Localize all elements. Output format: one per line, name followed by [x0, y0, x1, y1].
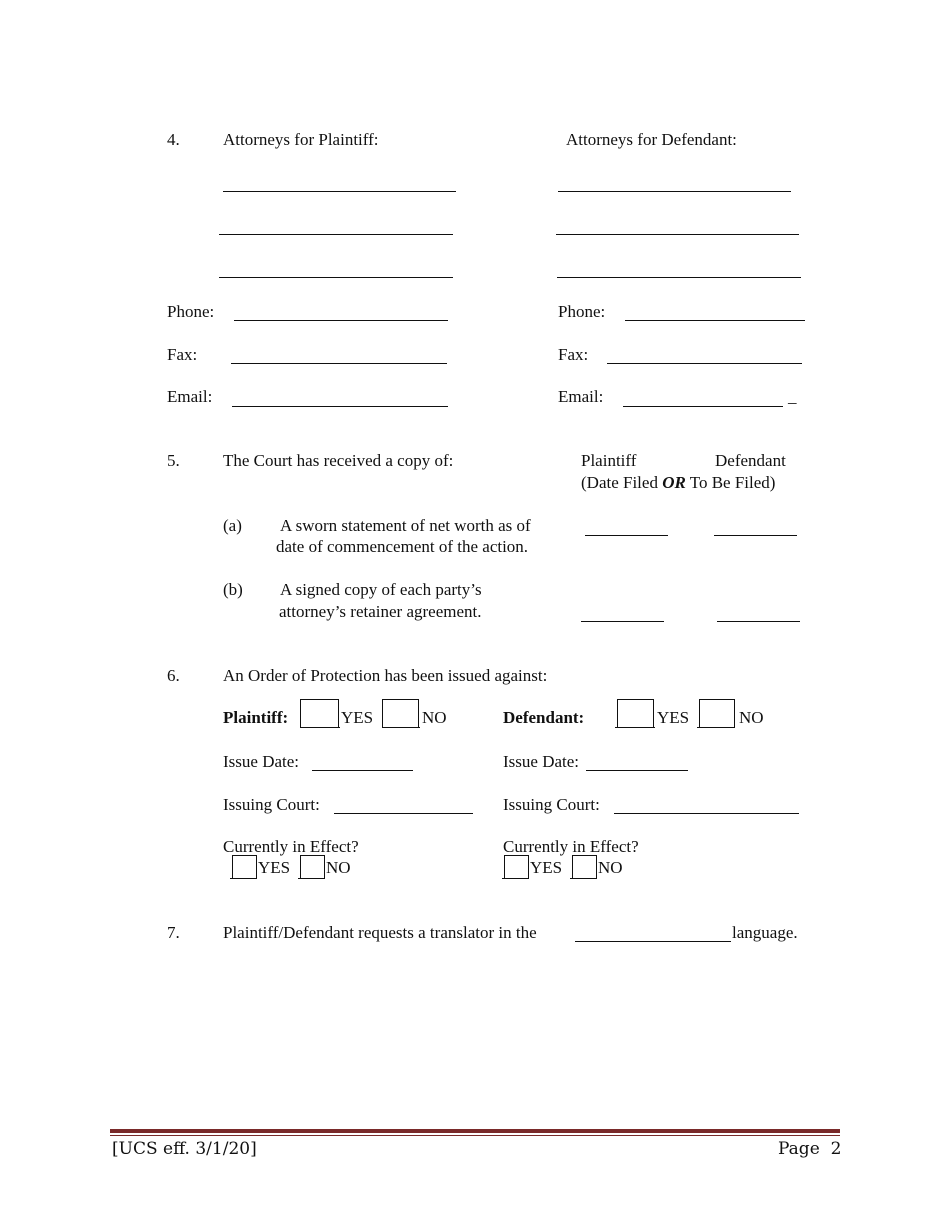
plaintiff-attorneys-label: Attorneys for Plaintiff: [223, 130, 379, 149]
item-b-letter: (b) [223, 580, 243, 599]
plaintiff-issuing-court-label: Issuing Court: [223, 795, 320, 814]
defendant-in-effect-yes-label: YES [530, 858, 563, 877]
column-plaintiff-heading: Plaintiff [581, 451, 637, 470]
plaintiff-in-effect-label: Currently in Effect? [223, 837, 359, 856]
footer-rule-thick [110, 1129, 840, 1133]
date-filed-pre: (Date Filed [581, 473, 663, 492]
date-filed-or: OR [662, 473, 686, 492]
defendant-issue-date-label: Issue Date: [503, 752, 580, 771]
plaintiff-fax-field[interactable] [231, 363, 447, 364]
op-plaintiff-no-underline [382, 727, 420, 728]
plaintiff-in-effect-no-checkbox[interactable] [300, 855, 325, 878]
op-defendant-yes-label: YES [657, 708, 690, 727]
footer-page-label: Page [778, 1139, 820, 1159]
defendant-phone-field[interactable] [625, 320, 805, 321]
op-defendant-yes-checkbox[interactable] [617, 699, 654, 727]
defendant-issuing-court-label: Issuing Court: [503, 795, 600, 814]
defendant-issuing-court-field[interactable] [614, 813, 799, 814]
plaintiff-phone-field[interactable] [234, 320, 448, 321]
item-a-letter: (a) [223, 516, 242, 535]
item-a-line-2: date of commencement of the action. [276, 537, 529, 556]
column-defendant-heading: Defendant [715, 451, 786, 470]
op-plaintiff-yes-label: YES [341, 708, 374, 727]
defendant-in-effect-no-underline [570, 878, 597, 879]
plaintiff-issue-date-field[interactable] [312, 770, 413, 771]
plaintiff-in-effect-yes-underline [230, 878, 257, 879]
defendant-issue-date-field[interactable] [586, 770, 688, 771]
item-b-line-1: A signed copy of each party’s [280, 580, 482, 599]
plaintiff-in-effect-yes-checkbox[interactable] [232, 855, 257, 878]
defendant-attorneys-label: Attorneys for Defendant: [566, 130, 737, 149]
op-defendant-label: Defendant: [503, 708, 585, 727]
section-5-number: 5. [167, 451, 180, 470]
op-plaintiff-label: Plaintiff: [223, 708, 289, 727]
defendant-in-effect-label: Currently in Effect? [503, 837, 639, 856]
op-defendant-no-checkbox[interactable] [699, 699, 735, 727]
item-a-defendant-date-field[interactable] [714, 535, 797, 536]
op-plaintiff-yes-underline [300, 727, 340, 728]
section-7-text: Plaintiff/Defendant requests a translator in the [223, 923, 537, 942]
defendant-phone-label: Phone: [558, 302, 606, 321]
section-7-number: 7. [167, 923, 180, 942]
op-plaintiff-no-label: NO [422, 708, 447, 727]
defendant-attorney-line-3[interactable] [557, 277, 801, 278]
plaintiff-in-effect-no-label: NO [326, 858, 351, 877]
defendant-fax-label: Fax: [558, 345, 589, 364]
defendant-attorney-line-1[interactable] [558, 191, 791, 192]
plaintiff-in-effect-yes-label: YES [258, 858, 291, 877]
op-plaintiff-no-checkbox[interactable] [382, 699, 419, 727]
plaintiff-phone-label: Phone: [167, 302, 215, 321]
defendant-in-effect-no-checkbox[interactable] [572, 855, 597, 878]
footer-page-indicator [778, 1139, 841, 1159]
op-defendant-no-underline [697, 727, 735, 728]
defendant-in-effect-yes-underline [502, 878, 529, 879]
plaintiff-issuing-court-field[interactable] [334, 813, 473, 814]
plaintiff-attorney-line-3[interactable] [219, 277, 453, 278]
defendant-attorney-line-2[interactable] [556, 234, 799, 235]
plaintiff-attorney-line-1[interactable] [223, 191, 456, 192]
section-5-text: The Court has received a copy of: [223, 451, 454, 470]
defendant-in-effect-yes-checkbox[interactable] [504, 855, 529, 878]
plaintiff-fax-label: Fax: [167, 345, 198, 364]
item-b-line-2: attorney’s retainer agreement. [279, 602, 482, 621]
plaintiff-issue-date-label: Issue Date: [223, 752, 300, 771]
op-plaintiff-yes-checkbox[interactable] [300, 699, 339, 727]
plaintiff-email-label: Email: [167, 387, 213, 406]
item-a-line-1: A sworn statement of net worth as of [280, 516, 531, 535]
plaintiff-in-effect-no-underline [298, 878, 325, 879]
defendant-email-tail-mark: _ [788, 387, 797, 406]
plaintiff-attorney-line-2[interactable] [219, 234, 453, 235]
date-filed-caption [581, 473, 775, 493]
plaintiff-email-field[interactable] [232, 406, 448, 407]
item-b-defendant-date-field[interactable] [717, 621, 800, 622]
footer-page-number: 2 [830, 1139, 842, 1159]
section-4-number: 4. [167, 130, 180, 149]
defendant-fax-field[interactable] [607, 363, 802, 364]
defendant-in-effect-no-label: NO [598, 858, 623, 877]
item-b-plaintiff-date-field[interactable] [581, 621, 664, 622]
defendant-email-field[interactable] [623, 406, 783, 407]
footer-rule-thin [110, 1135, 840, 1136]
item-a-plaintiff-date-field[interactable] [585, 535, 668, 536]
op-defendant-yes-underline [615, 727, 655, 728]
section-6-text: An Order of Protection has been issued against: [223, 666, 548, 685]
date-filed-post: To Be Filed) [685, 473, 776, 492]
op-defendant-no-label: NO [739, 708, 764, 727]
footer-form-id: [UCS eff. 3/1/20] [112, 1139, 257, 1159]
defendant-email-label: Email: [558, 387, 604, 406]
section-6-number: 6. [167, 666, 180, 685]
section-7-text-post: language. [732, 923, 798, 942]
translator-language-field[interactable] [575, 941, 731, 942]
